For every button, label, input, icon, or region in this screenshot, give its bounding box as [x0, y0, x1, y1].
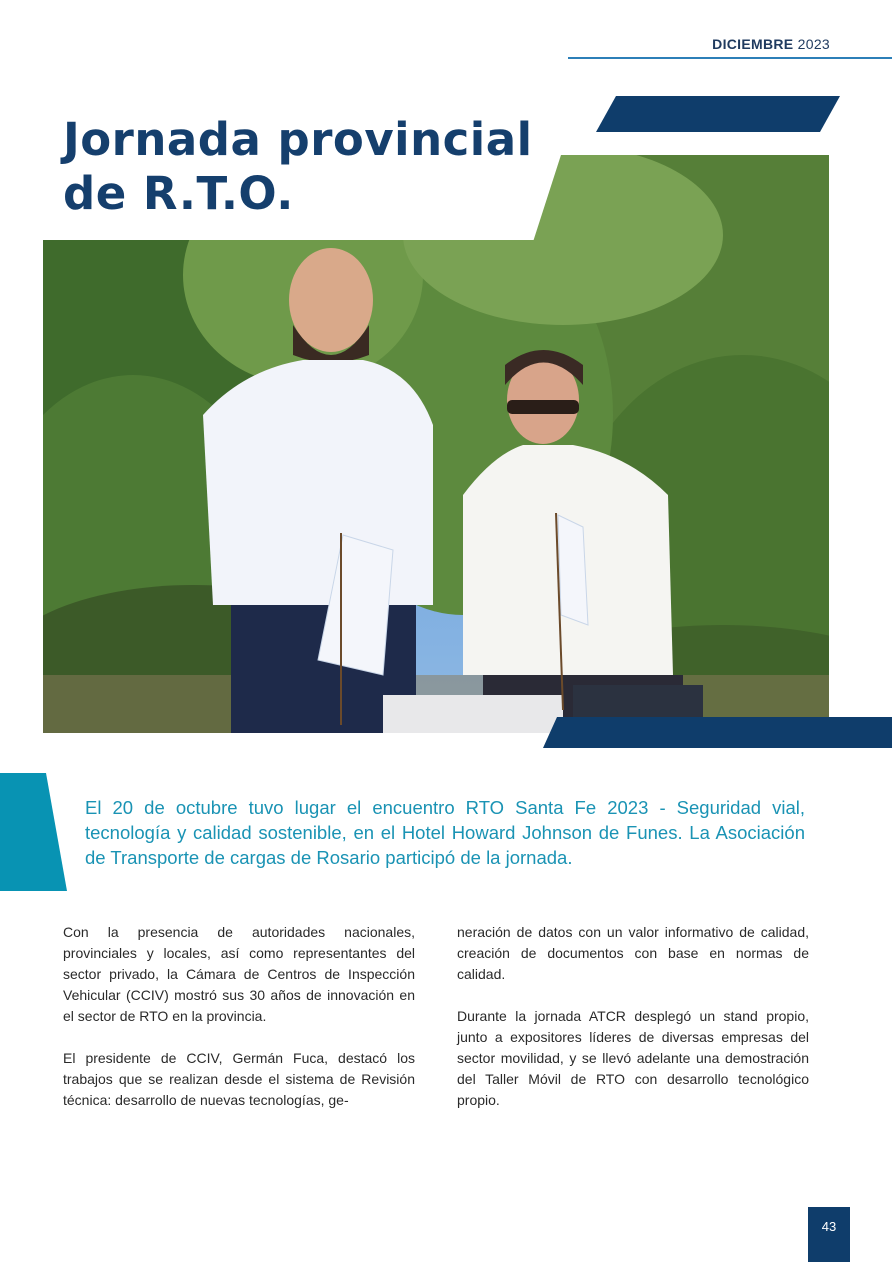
- body-column-right: [457, 922, 809, 1132]
- article-title-line-1: Jornada provincial: [63, 113, 533, 166]
- issue-year: 2023: [797, 36, 830, 52]
- body-paragraph: neración de datos con un valor informativo de calidad, creación de documentos con base en normas de calidad.: [457, 924, 809, 982]
- header-rule: [568, 57, 892, 59]
- issue-date: [712, 36, 830, 52]
- issue-month: DICIEMBRE: [712, 36, 794, 52]
- article-title: [63, 113, 533, 221]
- top-accent-band: [596, 96, 840, 132]
- bottom-accent-band: [543, 717, 892, 748]
- body-column-left: [63, 922, 415, 1132]
- page-number: 43: [808, 1207, 850, 1262]
- teal-accent-block: [0, 773, 67, 891]
- article-intro: El 20 de octubre tuvo lugar el encuentro RTO Santa Fe 2023 - Seguridad vial, tecnología y calidad sostenible, en el Hotel Howard Johnson de Funes. La Asociación de Transporte de cargas de Rosario participó de la jornada.: [85, 797, 805, 868]
- article-photo: [43, 155, 829, 733]
- body-paragraph: Con la presencia de autoridades nacionales, provinciales y locales, así como representantes del sector privado, la Cámara de Centros de Inspección Vehicular (CCIV) mostró sus 30 años de innovación en el sector de RTO en la provincia.: [63, 924, 415, 1024]
- article-title-line-2: de R.T.O.: [63, 167, 294, 220]
- body-paragraph: Durante la jornada ATCR desplegó un stand propio, junto a expositores líderes de diversas empresas del sector movilidad, y se llevó adelante una demostración del Taller Móvil de RTO con desarrollo tecnológico propio.: [457, 1008, 809, 1108]
- body-paragraph: El presidente de CCIV, Germán Fuca, destacó los trabajos que se realizan desde el sistema de Revisión técnica: desarrollo de nuevas tecnologías, ge-: [63, 1050, 415, 1108]
